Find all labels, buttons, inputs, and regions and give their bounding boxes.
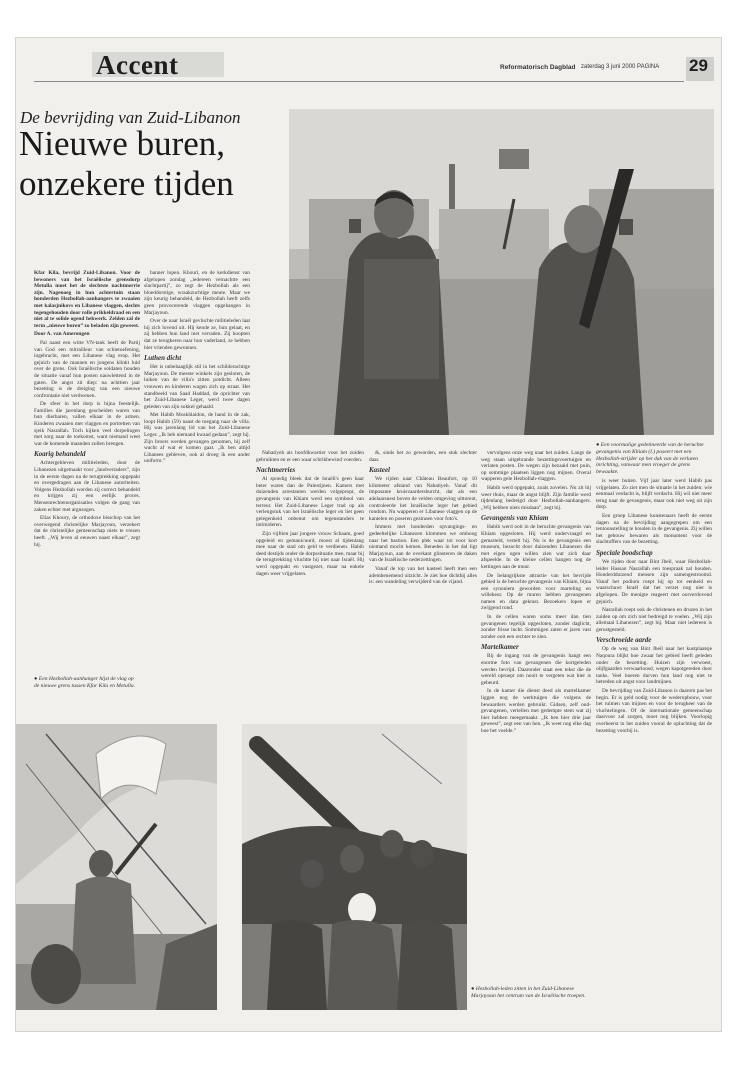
subhead: Gevangenis van Khiam [481,514,549,523]
caption-text: Een voormalige gedetineerde van de beruchte gevangenis van Khiam (l.) poseert met een Hezbollah-strijder op het dak van de verlaten inrichting, vanwaar men vroeger de grens bewaakte. [596,442,704,476]
article-column-3 [256,450,364,668]
paragraph: We rijden door naar Bint Jbeil, waar Hezbollah-leider Hassan Nasrallah een toespraak zal houden. Honderdduizend mensen zijn samengestroomd. Vanaf het podium roept hij op tot eenheid en waarschuwt Israël dat het verzet nog niet is afgelopen. De menigte reageert met oorverdovend gejuich. [596,558,712,605]
paragraph: Vanaf de top van het kasteel heeft men een adembenemend uitzicht. Je ziet hoe dichtbij alles is: een wandeling verwijderd van de vijand. [369,565,477,586]
paragraph: Al spoedig bleek dat de Israëli's geen haar beter waren dan de Palestijnen. Kamers met duizenden arrestanten werden volgepropt, de gevangenis van Khiam werd een symbool van terreur. Het Zuid-Libanese Leger trad op als verlengstuk van het Israëlische leger en liet geen gelegenheid onbenut om tegenstanders te intimideren. [256,476,364,529]
paragraph: De sfeer in het dorp is bijna feestelijk. Families die jarenlang gescheiden waren van hun dierbaren, vallen elkaar in de armen. Kinderen zwaaien met vlaggen en portretten van sjeik Nasrallah. Toch kijken veel dorpelingen met zorg naar de toekomst, want niemand weet wat de komende maanden zullen brengen. [34,401,140,447]
paper-name: Reformatorisch Dagblad [500,64,576,71]
paragraph: Zijn vijftien jaar jongere vrouw Schaam, goed opgeleid en gemanicuurd, moest al tijdenlang mee naar de stad om geld te verdienen. Habib deed destijds onder de dorpssituatie mee, maar bij de terugtrekking vluchtte hij niet naar Israël. Hij werd opgepakt en vastgezet, maar na enkele dagen weer vrijgelaten. [256,530,364,577]
article-column-4 [369,450,477,668]
article-kicker: De bevrijding van Zuid-Libanon [20,108,241,127]
paragraph: Habib werd opgepakt, zoals zovelen. Nu zit hij weer thuis, maar de angst blijft. Zijn familie werd tijdenlang bedreigd door Hezbollah-aanhangers. „Wij hebben niets misdaan”, zegt hij. [481,484,591,511]
header-rule [34,81,684,82]
caption-mid [471,986,589,1000]
paragraph: vervolgens onze weg naar het zuiden. Langs de weg staan uitgebrande bezettingsvoertuigen en verlaten posten. De wegen zijn bezaaid met puin, op sommige plaatsen liggen nog mijnen. Overal wapperen gele Hezbollah-vlaggen. [481,450,591,483]
dateline: zaterdag 3 juni 2000 PAGINA [581,64,660,70]
paragraph: De belangrijkste attractie van het bevrijde gebied is de beruchte gevangenis van Khiam, bijna een synoniem geworden voor marteling en willekeur. Op de muren hebben gevangenen namen en data gekrast. Bezoekers lopen er zwijgend rond. [481,572,591,612]
paragraph: Nabatiyeh als hoofdkwartier voor het zuiden gebruikten en er een waar schrikbewind voerden. [256,450,364,463]
paragraph: is weer buiten. Vijf jaar later werd Habib pas vrijgelaten. Zo ziet men de situatie in het zuiden: wie eenmaal verdacht is, blijft verdacht. Hij wil niet meer terug naar de gevangenis, maar ook niet weg uit zijn dorp. [596,478,712,511]
article-column-6 [596,478,712,1018]
article-column-2 [144,270,250,670]
paragraph: banner lopen. Khouri, en de kerkdienst van afgelopen zondag „iedereen vernachtte een slachtpartij”, zo zegt de Hezbollah als een bloeddorstige, wraakzuchtige meute. Maar we zijn keurig behandeld, de Hezbollah heeft zelfs geen provocerende vlaggen opgehangen in Marjayoun. [144,270,250,316]
article-headline: Nieuwe buren, onzekere tijden [19,124,234,203]
newspaper-page [15,37,722,1032]
paragraph: In de cellen waren soms meer dan tien gevangenen tegelijk opgesloten, zonder daglicht, zonder frisse lucht. Sommigen zaten er jaren vast zonder ooit een rechter te zien. [481,614,591,640]
page-number: 29 [689,56,708,75]
caption-text: Hezbollah-leden zitten in het Zuid-Libanese Marjayoun het centrum van de Israëlische troepen. [471,986,586,999]
article-lead: Kfar Kila, bevrijd Zuid-Libanon. Voor de bewoners van het Israëlische grensdorp Metulla moet het de slechtste nachtmerrie zijn. Nagenoeg in hun achtertuin staan honderden Hezbollah-aanhangers te zwaaien met kalasjnikovs en Libanese vlaggen, slechts tegengehouden door rolle prikkeldraad en een niet al te solide ogend hekwerk. Zelden zal de term „nieuwe buren” zo beladen zijn geweest. [34,270,140,329]
main-photo [289,109,714,435]
paragraph: Elias Khoury, de orthodoxe bisschop van het overwegend christelijke Marjayoun, verzekert dat de christelijke gemeenschap niets te vrezen heeft. „Wij leven al eeuwen naast elkaar”, zegt hij. [34,515,140,548]
article-column-1 [34,270,140,670]
flag-photo [16,724,217,1010]
paragraph: Met Habib Moskhlaidon, de hand in de zak, loopt Habib (59) naast de toegang naar de villa. Hij was jarenlang lid van het Zuid-Libanese Leger. „Ik heb niemand kwaad gedaan”, zegt hij. Zijn broers werden gevangen genomen, hij zelf wacht af wat er komen gaat. „Ik ben altijd Libanees gebleven, ook al droeg ik een ander uniform.” [144,412,250,465]
subhead: Speciale boodschap [596,548,653,557]
subhead: Koarig behandeld [34,450,86,459]
paragraph: Het is onbehaaglijk stil in het schilderachtige Marjayoun. De meeste winkels zijn gesloten, de luiken van de villa's zitten potdicht. Alleen vrouwen en kinderen wagen zich op straat. Het standbeeld van Saad Haddad, de oprichter van het Zuid-Libanese Leger, werd twee dagen geleden van zijn sokkel gehaald. [144,364,250,410]
crowd-photo [242,724,467,1010]
subhead: Nachtmerries [256,466,296,475]
caption-main [596,442,712,476]
paragraph: Habib werd ooit in de beruchte gevangenis van Khiam opgesloten. Hij werd ondervraagd en gemarteld, vertelt hij. Nu is de gevangenis een museum, bezocht door duizenden Libanezen die met eigen ogen willen zien wat zich daar afspeelde. In de kleine cellen hangen nog de kettingen aan de muur. [481,524,591,570]
page-header [16,52,721,82]
section-title: Accent [96,50,179,80]
paragraph: Nasrallah roept ook de christenen en druzen in het zuiden op om zich niet bedreigd te voelen. „Wij zijn allemaal Libanezen”, zegt hij. Maar niet iedereen is gerustgesteld. [596,607,712,633]
paragraph: Immers met honderden opvangings- en gedeeltelijke Libanezen klommen we omhoog naar het bastion. Een plek waar tot voor kort niemand mocht komen. Beneden in het dal ligt Marjayoun, aan de overkant glinsteren de daken van de Israëlische nederzettingen. [369,524,477,564]
subhead: Kasteel [369,466,390,475]
caption-left [34,676,138,690]
paragraph: Achtergebleven militieleden, door de Libanezen uitgemaakt voor „landverraders”, zijn in de eerste dagen na de terugtrekking opgepakt en overgedragen aan de Libanese autoriteiten. Volgens Hezbollah worden zij correct behandeld en krijgen zij een eerlijk proces. Mensenrechtenorganisaties volgen de gang van zaken echter met argusogen. [34,460,140,513]
byline: Door A. van Amerongen [34,331,90,338]
caption-bullet: ● [34,676,38,682]
subhead: Martelkamer [481,643,519,652]
paragraph: We rijden naar Château Beaufort, op 10 kilometer afstand van Nabatiyeh. Vanaf dit imposante kruisvaardersburcht, dat als een adelaarsnest boven de velden omgeving uittorent, controleerde het Israëlische leger het gebied rondom. Nu wapperen er Libanese vlaggen op de kantelen en poseren gezinnen voor foto's. [369,476,477,522]
paragraph: Bij de ingang van de gevangenis hangt een enorme foto van gevangenen die kortgeleden werden bevrijd. Daaronder staat een tekst die de wereld oproept om nooit te vergeten wat hier is gebeurd. [481,653,591,686]
paragraph: Pal naast een witte VN-tank heeft de Partij van God een mitrailleur van schietoefening, ingebracht, met een Libanese vlag erop. Het gejuich van de mannen en jongens klinkt luid over de grens. Ook Israëlische soldaten houden de situatie vanaf hun posten nauwlettend in de gaten. De angst zit diep: na achttien jaar bezetting is de dreiging van een nieuwe confrontatie niet verdwenen. [34,339,140,399]
caption-bullet: ● [471,986,475,992]
caption-bullet: ● [596,442,600,448]
caption-text: Een Hezbollah-aanhanger hijst de vlag op de nieuwe grens tussen Kfar Kila en Metulla. [34,676,136,689]
paragraph: In de kamer die dienst deed als martelkamer liggen nog de werktuigen die volgens de bewaarders werden gebruikt. Gidsen, zelf oud-gevangenen, vertellen met gedempte stem wat zij hier hebben meegemaakt. „Ik ben hier drie jaar geweest”, zegt een van hen. „Ik weet nog elke dag hoe het voelde.” [481,688,591,734]
paragraph: Op de weg van Bint Jbeil naar het kustplaatsje Naqoura blijkt hoe zwaar het gebied heeft geleden onder de bezetting. Huizen zijn verwoest, olijfgaarden verwaarloosd, wegen kapotgereden door tanks. Veel boeren durven hun land nog niet te betreden uit angst voor landmijnen. [596,646,712,686]
paragraph: Een groep Libanese kunstenaars heeft de eerste dagen na de bevrijding aangegrepen om een tentoonstelling te houden in de gevangenis. Zij willen het gebouw bewaren als monument voor de slachtoffers van de bezetting. [596,512,712,546]
subhead: Luthen dicht [144,354,182,363]
paragraph: &, sinds het zo geworden, een stuk slechter daar. [369,450,477,463]
article-column-5 [481,450,591,980]
subhead: Verschroeide aarde [596,636,652,645]
paragraph: Over de naar Israël gevluchte militieleden laat hij zich lovend uit. Hij kende ze, hun gelaat, en zij hebben hun land niet verraden. Zij hoopten dat ze terugkeren naar hun vaderland, ze hebben hier vrienden gewonnen. [144,318,250,351]
paragraph: De bevrijding van Zuid-Libanon is daarom pas het begin. Er is geld nodig voor de wederopbouw, voor het ruimen van mijnen en voor de terugkeer van de vluchtelingen. Of de internationale gemeenschap daarvoor zal zorgen, moet nog blijken. Voorlopig overheerst in het zuiden vooral de opluchting dat de bezetting voorbij is. [596,688,712,734]
